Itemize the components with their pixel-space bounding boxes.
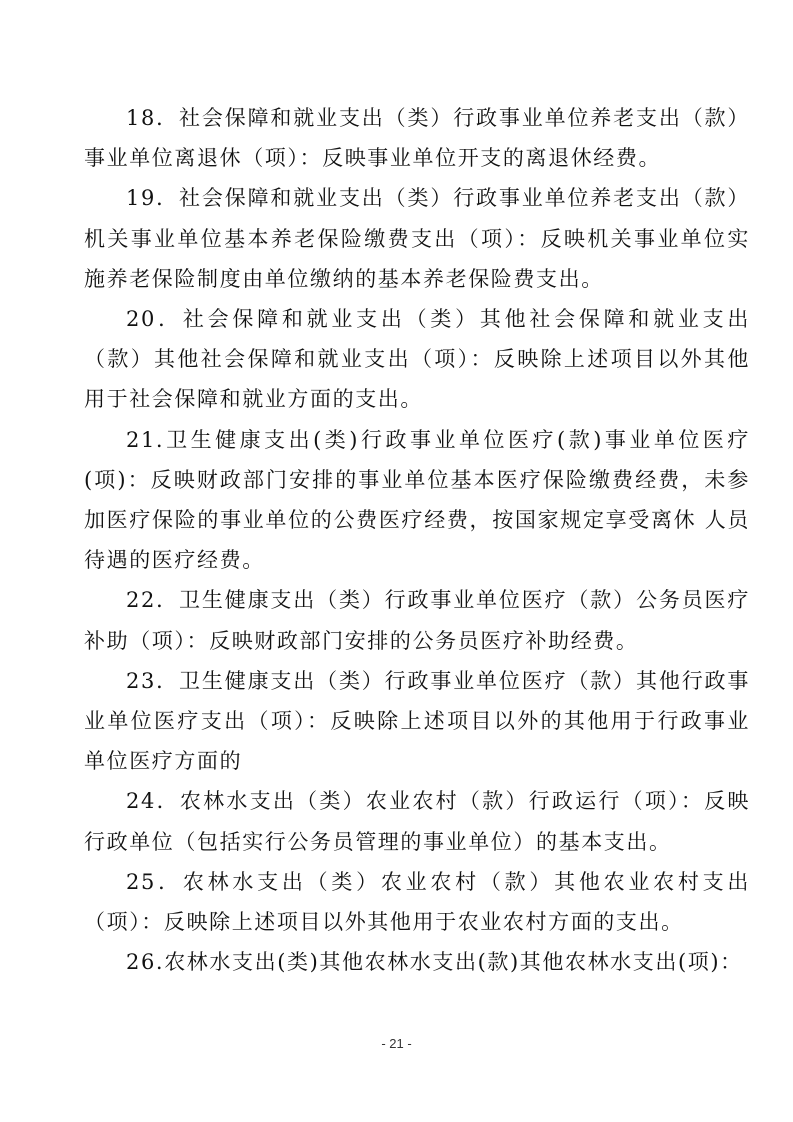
paragraph-22: 22．卫生健康支出（类）行政事业单位医疗（款）公务员医疗补助（项）：反映财政部门安排的公务员医疗补助经费。 [84,588,750,653]
page-number: - 21 - [381,1036,412,1051]
paragraph-25: 25．农林水支出（类）农业农村（款）其他农业农村支出（项）：反映除上述项目以外其他用于农业农村方面的支出。 [84,869,750,935]
paragraph-21: 21.卫生健康支出(类)行政事业单位医疗(款)事业单位医疗(项)：反映财政部门安排的事业单位基本医疗保险缴费经费，未参 加医疗保险的事业单位的公费医疗经费，按国家规定享受离休 人员待遇的医疗经费。 [84,427,750,573]
paragraph-20: 20．社会保障和就业支出（类）其他社会保障和就业支出（款）其他社会保障和就业支出（项）：反映除上述项目以外其他用于社会保障和就业方面的支出。 [84,307,750,412]
paragraph-26: 26.农林水支出(类)其他农林水支出(款)其他农林水支出(项)： [126,950,743,975]
paragraph-19: 19．社会保障和就业支出（类）行政事业单位养老支出（款）机关事业单位基本养老保险缴费支出（项）：反映机关事业单位实施养老保险制度由单位缴纳的基本养老保险费支出。 [84,186,750,291]
paragraph-23: 23．卫生健康支出（类）行政事业单位医疗（款）其他行政事业单位医疗支出（项）：反映除上述项目以外的其他用于行政事业单位医疗方面的 [84,668,750,774]
paragraph-18: 18．社会保障和就业支出（类）行政事业单位养老支出（款）事业单位离退休（项）：反映事业单位开支的离退休经费。 [84,106,750,171]
document-body [84,98,750,982]
paragraph-24: 24．农林水支出（类）农业农村（款）行政运行（项）：反映行政单位（包括实行公务员管理的事业单位）的基本支出。 [84,789,750,854]
